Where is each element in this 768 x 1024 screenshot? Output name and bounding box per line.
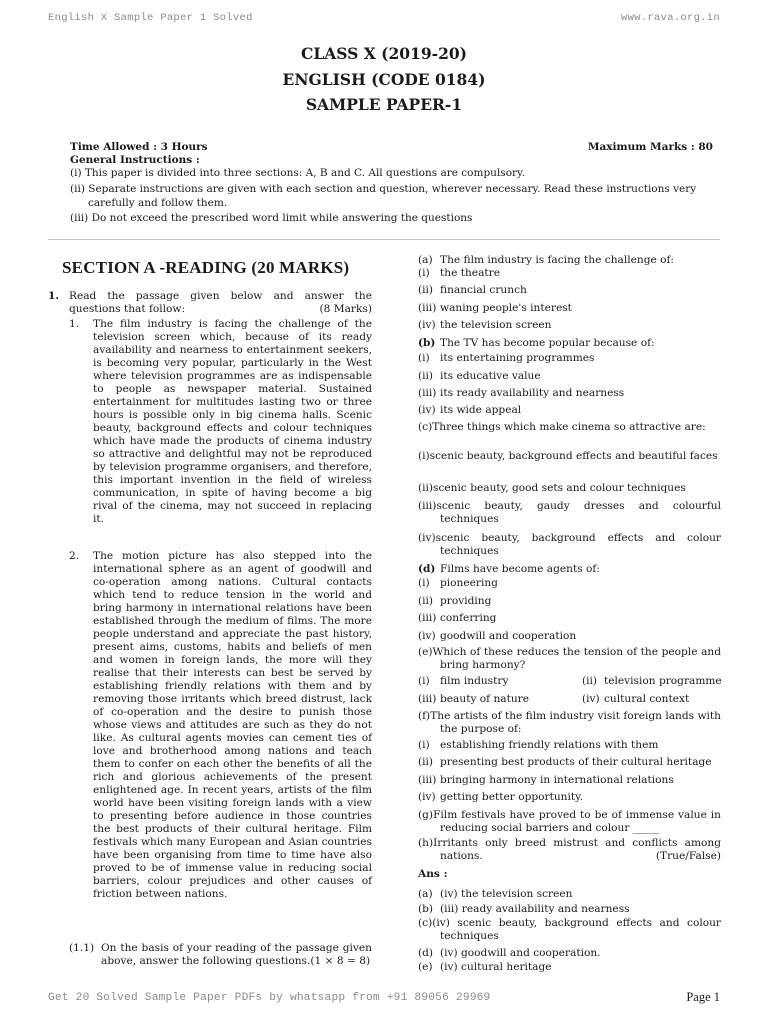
option-f-4: (iv) getting better opportunity. (418, 791, 584, 803)
option-a-3: (iii) waning people's interest (418, 302, 572, 314)
option-f-3: (iii) bringing harmony in international relations (418, 774, 674, 786)
question-marks: (8 Marks) (319, 303, 372, 315)
general-instructions-heading: General Instructions : (70, 154, 200, 166)
answer-c: (c)(iv) scenic beauty, background effects and colour techniques (418, 917, 721, 942)
option-d-2: (ii) providing (418, 595, 492, 607)
option-b-4: (iv) its wide appeal (418, 404, 522, 416)
option-a-1: (i) the theatre (418, 267, 500, 279)
option-a-2: (ii) financial crunch (418, 284, 527, 296)
answer-a: (a) (iv) the television screen (418, 888, 573, 900)
section-heading: SECTION A -READING (20 MARKS) (62, 258, 350, 277)
question-intro (69, 290, 372, 316)
option-c-1: (i)scenic beauty, background effects and beautiful faces (418, 450, 718, 462)
true-false-tag: (True/False) (655, 850, 721, 862)
question-c: (c)Three things which make cinema so attractive are: (418, 421, 706, 433)
option-f-1: (i) establishing friendly relations with them (418, 739, 659, 751)
question-number: 1. (48, 290, 60, 302)
option-d-4: (iv) goodwill and cooperation (418, 630, 577, 642)
paper-title: SAMPLE PAPER-1 (305, 95, 463, 114)
answers-label: Ans : (418, 868, 448, 880)
option-f-2: (ii) presenting best products of their cultural heritage (418, 756, 712, 768)
footer-promo: Get 20 Solved Sample Paper PDFs by whatsapp from +91 89056 29969 (48, 992, 491, 1004)
option-c-2: (ii)scenic beauty, good sets and colour techniques (418, 482, 686, 494)
sub-question-text: On the basis of your reading of the passage given above, answer the following questions.(1 × 8 = 8) (101, 942, 372, 967)
passage-para-2: The motion picture has also stepped into the international sphere as an agent of goodwill and co-operation among nations. Cultural contacts which tend to reduce tension in the world and bring harmony in international relations have been established through the medium of films. The more people understand and appreciate the past history, present aims, customs, habits and beliefs of men and women in foreign lands, the more will they realise that their interests can best be served by establishing friendly relations with them and by removing those irritants which breed distrust, lack of co-operation and the desire to punish those whose views and attitudes are such as they do not like. As cultural agents movies can cement ties of love and brotherhood among nations and teach them to confer on each other the benefits of all the rich and glorious achievements of the present enlightened age. In recent years, artists of the film world have been visiting foreign lands with a view to presenting before audience in those countries the best products of their cultural heritage. Film festivals which many European and Asian countries have been organising from time to time have also proved to be of immense value in reducing social barriers, colour prejudices and other causes of friction between nations. (93, 550, 372, 900)
header-divider (48, 239, 720, 240)
instruction-1: (i) This paper is divided into three sections: A, B and C. All questions are compulsory. (70, 167, 525, 179)
question-g: (g)Film festivals have proved to be of immense value in reducing social barriers and colour _____ (418, 809, 721, 834)
option-d-1: (i) pioneering (418, 577, 498, 589)
option-b-2: (ii) its educative value (418, 370, 541, 382)
time-allowed: Time Allowed : 3 Hours (70, 141, 208, 153)
page-number: Page 1 (686, 990, 720, 1004)
option-e-1: (i) film industry (418, 675, 509, 687)
option-b-1: (i) its entertaining programmes (418, 352, 595, 364)
instruction-2: (ii) Separate instructions are given with each section and question, wherever necessary. Read these instructions very (70, 183, 697, 195)
running-header-left: English X Sample Paper 1 Solved (48, 12, 253, 24)
question-e: (e)Which of these reduces the tension of the people and bring harmony? (418, 646, 721, 671)
passage-para-1: The film industry is facing the challenge of the television screen which, because of its ready availability and nearness to entertainment seekers, is becoming very popular, particularly in the West where television programmes are as indispensable to people as newspaper material. Sustained entertainment for multitudes lasting two or three hours is possible only in big cinema halls. Scenic beauty, background effects and colour techniques which have made the products of cinema industry so attractive and delightful may not be reproduced by television programme organisers, and therefore, this important invention in the field of wireless communication, in spite of having become a big rival of the cinema, may not succeed in replacing it. (93, 318, 372, 525)
option-b-3: (iii) its ready availability and nearness (418, 387, 625, 399)
option-c-3: (iii)scenic beauty, gaudy dresses and colourful techniques (418, 500, 721, 525)
option-c-4: (iv)scenic beauty, background effects and colour techniques (418, 532, 721, 557)
passage-para-1-number: 1. (69, 318, 80, 330)
answer-b: (b) (iii) ready availability and nearness (418, 903, 630, 915)
option-a-4: (iv) the television screen (418, 319, 552, 331)
instruction-3: (iii) Do not exceed the prescribed word limit while answering the questions (70, 212, 473, 224)
sub-question-number: (1.1) (69, 942, 95, 954)
option-e-4: (iv) cultural context (582, 693, 690, 705)
question-f: (f)The artists of the film industry visit foreign lands with the purpose of: (418, 710, 721, 735)
running-header-url[interactable]: www.rava.org.in (620, 12, 720, 24)
question-a: (a) The film industry is facing the challenge of: (418, 254, 674, 266)
option-e-2: (ii) television programme (582, 675, 722, 687)
question-h: (h)Irritants only breed mistrust and conflicts among nations. (True/False) (418, 837, 721, 862)
maximum-marks: Maximum Marks : 80 (587, 141, 713, 153)
class-title: CLASS X (2019-20) (301, 44, 467, 63)
answer-d: (d) (iv) goodwill and cooperation. (418, 947, 601, 959)
question-b: (b) The TV has become popular because of: (418, 337, 655, 349)
question-d: (d) Films have become agents of: (418, 563, 600, 575)
subject-title: ENGLISH (CODE 0184) (282, 70, 486, 89)
passage-para-2-number: 2. (69, 550, 80, 562)
option-d-3: (iii) conferring (418, 612, 497, 624)
question-intro-text: Read the passage given below and answer the questions that follow: (69, 290, 372, 315)
option-e-3: (iii) beauty of nature (418, 693, 530, 705)
answer-e: (e) (iv) cultural heritage (418, 961, 552, 973)
instruction-2-cont: carefully and follow them. (88, 197, 228, 209)
